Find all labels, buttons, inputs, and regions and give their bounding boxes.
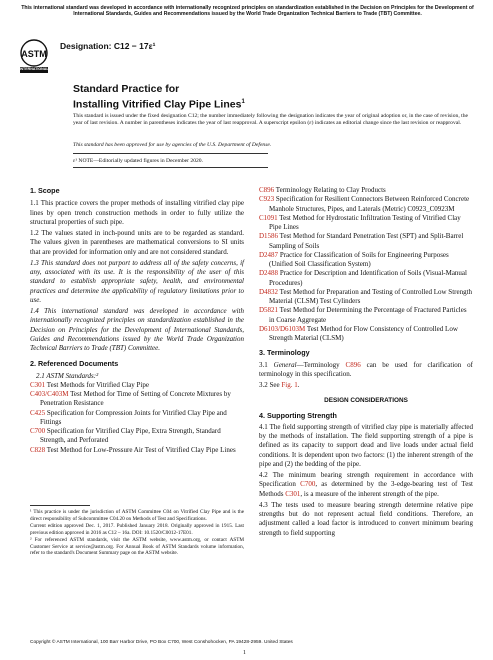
reference-title: Test Method for Low-Pressure Air Test of Vitrified Clay Pipe Lines (45, 445, 236, 454)
para-3-2 (259, 381, 473, 390)
link-c896[interactable]: C896 (345, 360, 361, 369)
reference-title: Test Method for Standard Penetration Test (SPT) and Split-Barrel Sampling of Soils (269, 232, 464, 250)
reference-title: Test Method for Preparation and Testing of Controlled Low Strength Material (CLSM) Test Cylinders (269, 287, 473, 305)
astm-standards-label: 2.1 ASTM Standards:² (36, 371, 99, 380)
reference-link[interactable]: D2487 (259, 250, 279, 259)
reference-title: Terminology Relating to Clay Products (274, 186, 386, 194)
reference-title: Practice for Classification of Soils for Engineering Purposes (Unified Soil Classification System) (269, 250, 449, 268)
reference-link[interactable]: D2488 (259, 269, 279, 278)
reference-title: Specification for Resilient Connectors Between Reinforced Concrete Manhole Structures, Pipes, and Laterals (Metric) C0923_C0923M (269, 195, 470, 213)
reference-item (259, 288, 473, 307)
dod-approval: This standard has been approved for use by agencies of the U.S. Department of Defense. (73, 142, 272, 148)
reference-title: Specification for Compression Joints for Vitrified Clay Pipe and Fittings (40, 408, 227, 426)
reference-item (259, 306, 473, 325)
footnotes (30, 509, 244, 557)
reference-link[interactable]: C700 (30, 427, 46, 435)
para-3-1-term: General (273, 360, 297, 369)
issued-notice: This standard is issued under the fixed designation C12; the number immediately following the designation indicates the year of original adoption or, in the case of revision, the year of last revision. A number in parentheses indicates the year of last reapproval. A superscript epsilon (ε) indicates an editorial change since the last revision or reapproval. (73, 113, 468, 127)
left-column (30, 186, 244, 455)
right-ref-list (259, 186, 473, 343)
reference-item (30, 381, 244, 390)
para-3-2-end: . (297, 381, 300, 389)
para-4-1: 4.1 The field supporting strength of vitrified clay pipe is materially affected by the methods of installation. The field supporting strength of a pipe is defined as its capacity to support dead and live loads under actual field conditions. It is dependent upon two factors: (1) the inherent strength of the pipe and (2) the bedding of the pipe. (259, 422, 473, 468)
para-3-1-text: —Terminology (296, 360, 346, 369)
reference-item (259, 186, 473, 195)
reference-link[interactable]: D1586 (259, 232, 279, 241)
footnote-1: ¹ This practice is under the jurisdiction of ASTM Committee C04 on Vitrified Clay Pipe and is the direct responsibility of Subcommittee C04.20 on Methods of Test and Specifications. (30, 509, 244, 522)
refs-heading: 2. Referenced Documents (30, 359, 119, 369)
right-column (259, 186, 473, 538)
title-footnote-mark: 1 (241, 98, 245, 105)
para-4-2-mid: , as determined by the 3-edge-bearing test of Test Methods (259, 480, 473, 498)
reference-link[interactable]: D6103/D6103M (259, 324, 306, 333)
page-title (73, 83, 245, 111)
para-3-2-text: 3.2 See (259, 381, 282, 389)
footnote-2: ² For referenced ASTM standards, visit the ASTM website, www.astm.org, or contact ASTM Customer Service at service@astm.org. For Annual Book of ASTM Standards volume information, refer to the standard's Document Summary page on the ASTM website. (30, 537, 244, 556)
reference-title: Test Method for Determining the Percentage of Fractured Particles in Coarse Aggregate (269, 306, 467, 324)
reference-item (30, 409, 244, 428)
reference-title: Specification for Vitrified Clay Pipe, Extra Strength, Standard Strength, and Perforated (40, 427, 221, 445)
reference-link[interactable]: C403/C403M (30, 390, 69, 398)
terminology-heading: 3. Terminology (259, 348, 310, 358)
svg-text:ASTM: ASTM (21, 49, 47, 59)
page-number: 1 (243, 650, 246, 656)
copyright: Copyright © ASTM International, 100 Barr Harbor Drive, PO Box C700, West Conshohocken, PA 19428-2959. United States (30, 640, 293, 645)
para-3-1-rest: can be used for clarification of terminology in this specification. (259, 360, 473, 378)
reference-link[interactable]: C425 (30, 408, 46, 417)
reference-link[interactable]: C301 (30, 380, 46, 389)
reference-item (30, 446, 244, 455)
reference-item (259, 214, 473, 233)
supporting-strength-heading: 4. Supporting Strength (259, 410, 337, 420)
reference-title: Practice for Description and Identification of Soils (Visual-Manual Procedures) (269, 269, 467, 287)
design-considerations-heading: DESIGN CONSIDERATIONS (324, 397, 408, 405)
logo-text: INTERNATIONAL (19, 67, 49, 71)
header-notice: This international standard was developed in accordance with internationally recognized principles on standardization established in the Decision on Principles for the Development of International Standards, Guides and Recommendations issued by the World Trade Organization Technical Barriers to Trade (TBT) Committee. (21, 5, 474, 18)
reference-item (30, 427, 244, 446)
reference-item (259, 325, 473, 344)
footnote-divider (30, 505, 90, 506)
reference-item (259, 232, 473, 251)
reference-link[interactable]: C896 (259, 186, 275, 194)
reference-link[interactable]: C828 (30, 445, 46, 454)
designation: Designation: C12 − 17ε¹ (60, 41, 156, 51)
para-3-1 (259, 361, 473, 380)
para-1-2: 1.2 The values stated in inch-pound units are to be regarded as standard. The values given in parentheses are mathematical conversions to SI units that are provided for information only and are not considered standard. (30, 229, 244, 256)
divider (73, 167, 268, 168)
link-c700[interactable]: C700 (300, 480, 316, 489)
link-fig-1[interactable]: Fig. 1 (281, 381, 298, 389)
title-line-2: Installing Vitrified Clay Pipe Lines (73, 98, 242, 110)
para-1-4: 1.4 This international standard was developed in accordance with internationally recognized principles on standardization established in the Decision on Principles for the Development of International Standards, Guides and Recommendations issued by the World Trade Organization Technical Barriers to Trade (TBT) Committee. (30, 307, 244, 352)
reference-title: Test Methods for Vitrified Clay Pipe (45, 380, 149, 389)
reference-title: Test Method for Flow Consistency of Controlled Low Strength Material (CLSM) (269, 324, 458, 342)
reference-link[interactable]: C923 (259, 195, 275, 204)
title-line-2-wrap (73, 96, 245, 111)
reference-link[interactable]: C1091 (259, 213, 278, 222)
left-ref-list (30, 381, 244, 455)
para-3-1-num: 3.1 (259, 360, 274, 369)
reference-item (259, 269, 473, 288)
link-c301[interactable]: C301 (285, 489, 301, 498)
para-1-3: 1.3 This standard does not purport to address all of the safety concerns, if any, associated with its use. It is the responsibility of the user of this standard to establish appropriate safety, health, and environmental practices and determine the applicability of regulatory limitations prior to use. (30, 258, 244, 304)
reference-item (30, 390, 244, 409)
footnote-1b: Current edition approved Dec. 1, 2017. Published January 2018. Originally approved in 1915. Last previous edition approved in 2016 as C12 – 16a. DOI: 10.1520/C0012-17E01. (30, 523, 244, 536)
title-line-1: Standard Practice for (73, 83, 180, 95)
reference-link[interactable]: D4832 (259, 287, 279, 296)
reference-link[interactable]: D5821 (259, 306, 279, 315)
para-4-2-text: 4.2 The minimum bearing strength requirement in accordance with Specification (259, 471, 473, 489)
divider (73, 153, 268, 154)
reference-item (259, 195, 473, 214)
reference-title: Test Method for Hydrostatic Infiltration Testing of Vitrified Clay Pipe Lines (269, 213, 461, 231)
para-4-2-rest: , is a measure of the inherent strength of the pipe. (300, 489, 439, 498)
para-1-1: 1.1 This practice covers the proper methods of installing vitrified clay pipe lines by open trench construction methods in order to fully utilize the structural properties of such pipe. (30, 199, 244, 226)
scope-heading: 1. Scope (30, 186, 60, 195)
reference-title: Test Method for Time of Setting of Concrete Mixtures by Penetration Resistance (40, 390, 231, 408)
para-4-2 (259, 471, 473, 499)
epsilon-note: ε¹ NOTE—Editorially updated figures in December 2020. (73, 158, 204, 164)
reference-item (259, 251, 473, 270)
para-4-3: 4.3 The tests used to measure bearing strength determine relative pipe strengths but do not represent actual field conditions. Therefore, an adjustment called a load factor is introduced to convert minimum bearing strength to field supporting (259, 500, 473, 537)
